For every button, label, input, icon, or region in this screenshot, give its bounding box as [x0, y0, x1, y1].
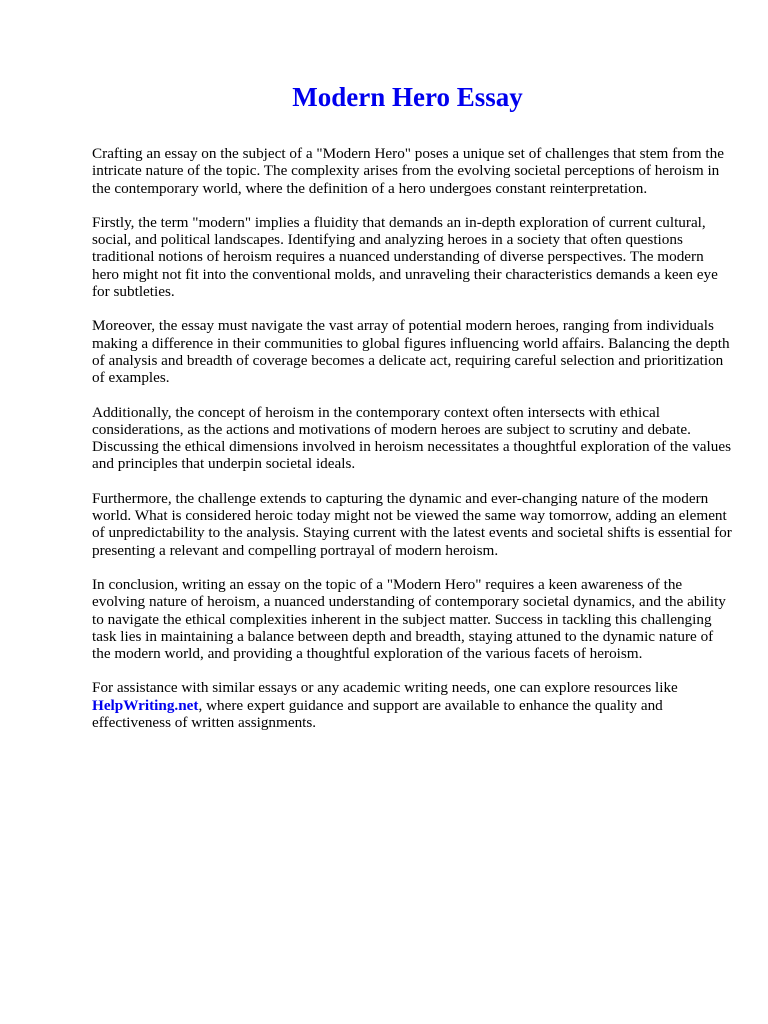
- helpwriting-link[interactable]: HelpWriting.net: [92, 696, 199, 714]
- essay-body: [92, 145, 732, 748]
- paragraph-5: Furthermore, the challenge extends to capturing the dynamic and ever-changing nature of the modern world. What is considered heroic today might not be viewed the same way tomorrow, adding an element of unpredictability to the analysis. Staying current with the latest events and societal shifts is essential for presenting a relevant and compelling portrayal of modern heroism.: [92, 489, 732, 559]
- closing-paragraph: [92, 679, 732, 731]
- closing-text-before: For assistance with similar essays or any academic writing needs, one can explore resources like: [92, 679, 678, 697]
- paragraph-3: Moreover, the essay must navigate the vast array of potential modern heroes, ranging from individuals making a difference in their communities to global figures influencing world affairs. Balancing the depth of analysis and breadth of coverage becomes a delicate act, requiring careful selection and prioritization of examples.: [92, 317, 730, 387]
- page-title: Modern Hero Essay: [292, 82, 523, 112]
- paragraph-1: Crafting an essay on the subject of a "Modern Hero" poses a unique set of challenges that stem from the intricate nature of the topic. The complexity arises from the evolving societal perceptions of heroism in the contemporary world, where the definition of a hero undergoes constant reinterpretation.: [92, 145, 724, 197]
- paragraph-4: Additionally, the concept of heroism in the contemporary context often intersects with ethical considerations, as the actions and motivations of modern heroes are subject to scrutiny and debate. Discussing the ethical dimensions involved in heroism necessitates a thoughtful exploration of the values and principles that underpin societal ideals.: [92, 403, 732, 473]
- paragraph-2: Firstly, the term "modern" implies a fluidity that demands an in-depth exploration of current cultural, social, and political landscapes. Identifying and analyzing heroes in a society that often questions traditional notions of heroism requires a nuanced understanding of diverse perspectives. The modern hero might not fit into the conventional molds, and unraveling their characteristics demands a keen eye for subtleties.: [92, 213, 718, 301]
- closing-text-after: , where expert guidance and support are available to enhance the quality and effectiveness of written assignments.: [92, 696, 663, 732]
- paragraph-6: In conclusion, writing an essay on the topic of a "Modern Hero" requires a keen awareness of the evolving nature of heroism, a nuanced understanding of contemporary societal dynamics, and the ability to navigate the ethical complexities inherent in the subject matter. Success in tackling this challenging task lies in maintaining a balance between depth and breadth, staying attuned to the dynamic nature of the modern world, and providing a thoughtful exploration of the various facets of heroism.: [92, 575, 726, 663]
